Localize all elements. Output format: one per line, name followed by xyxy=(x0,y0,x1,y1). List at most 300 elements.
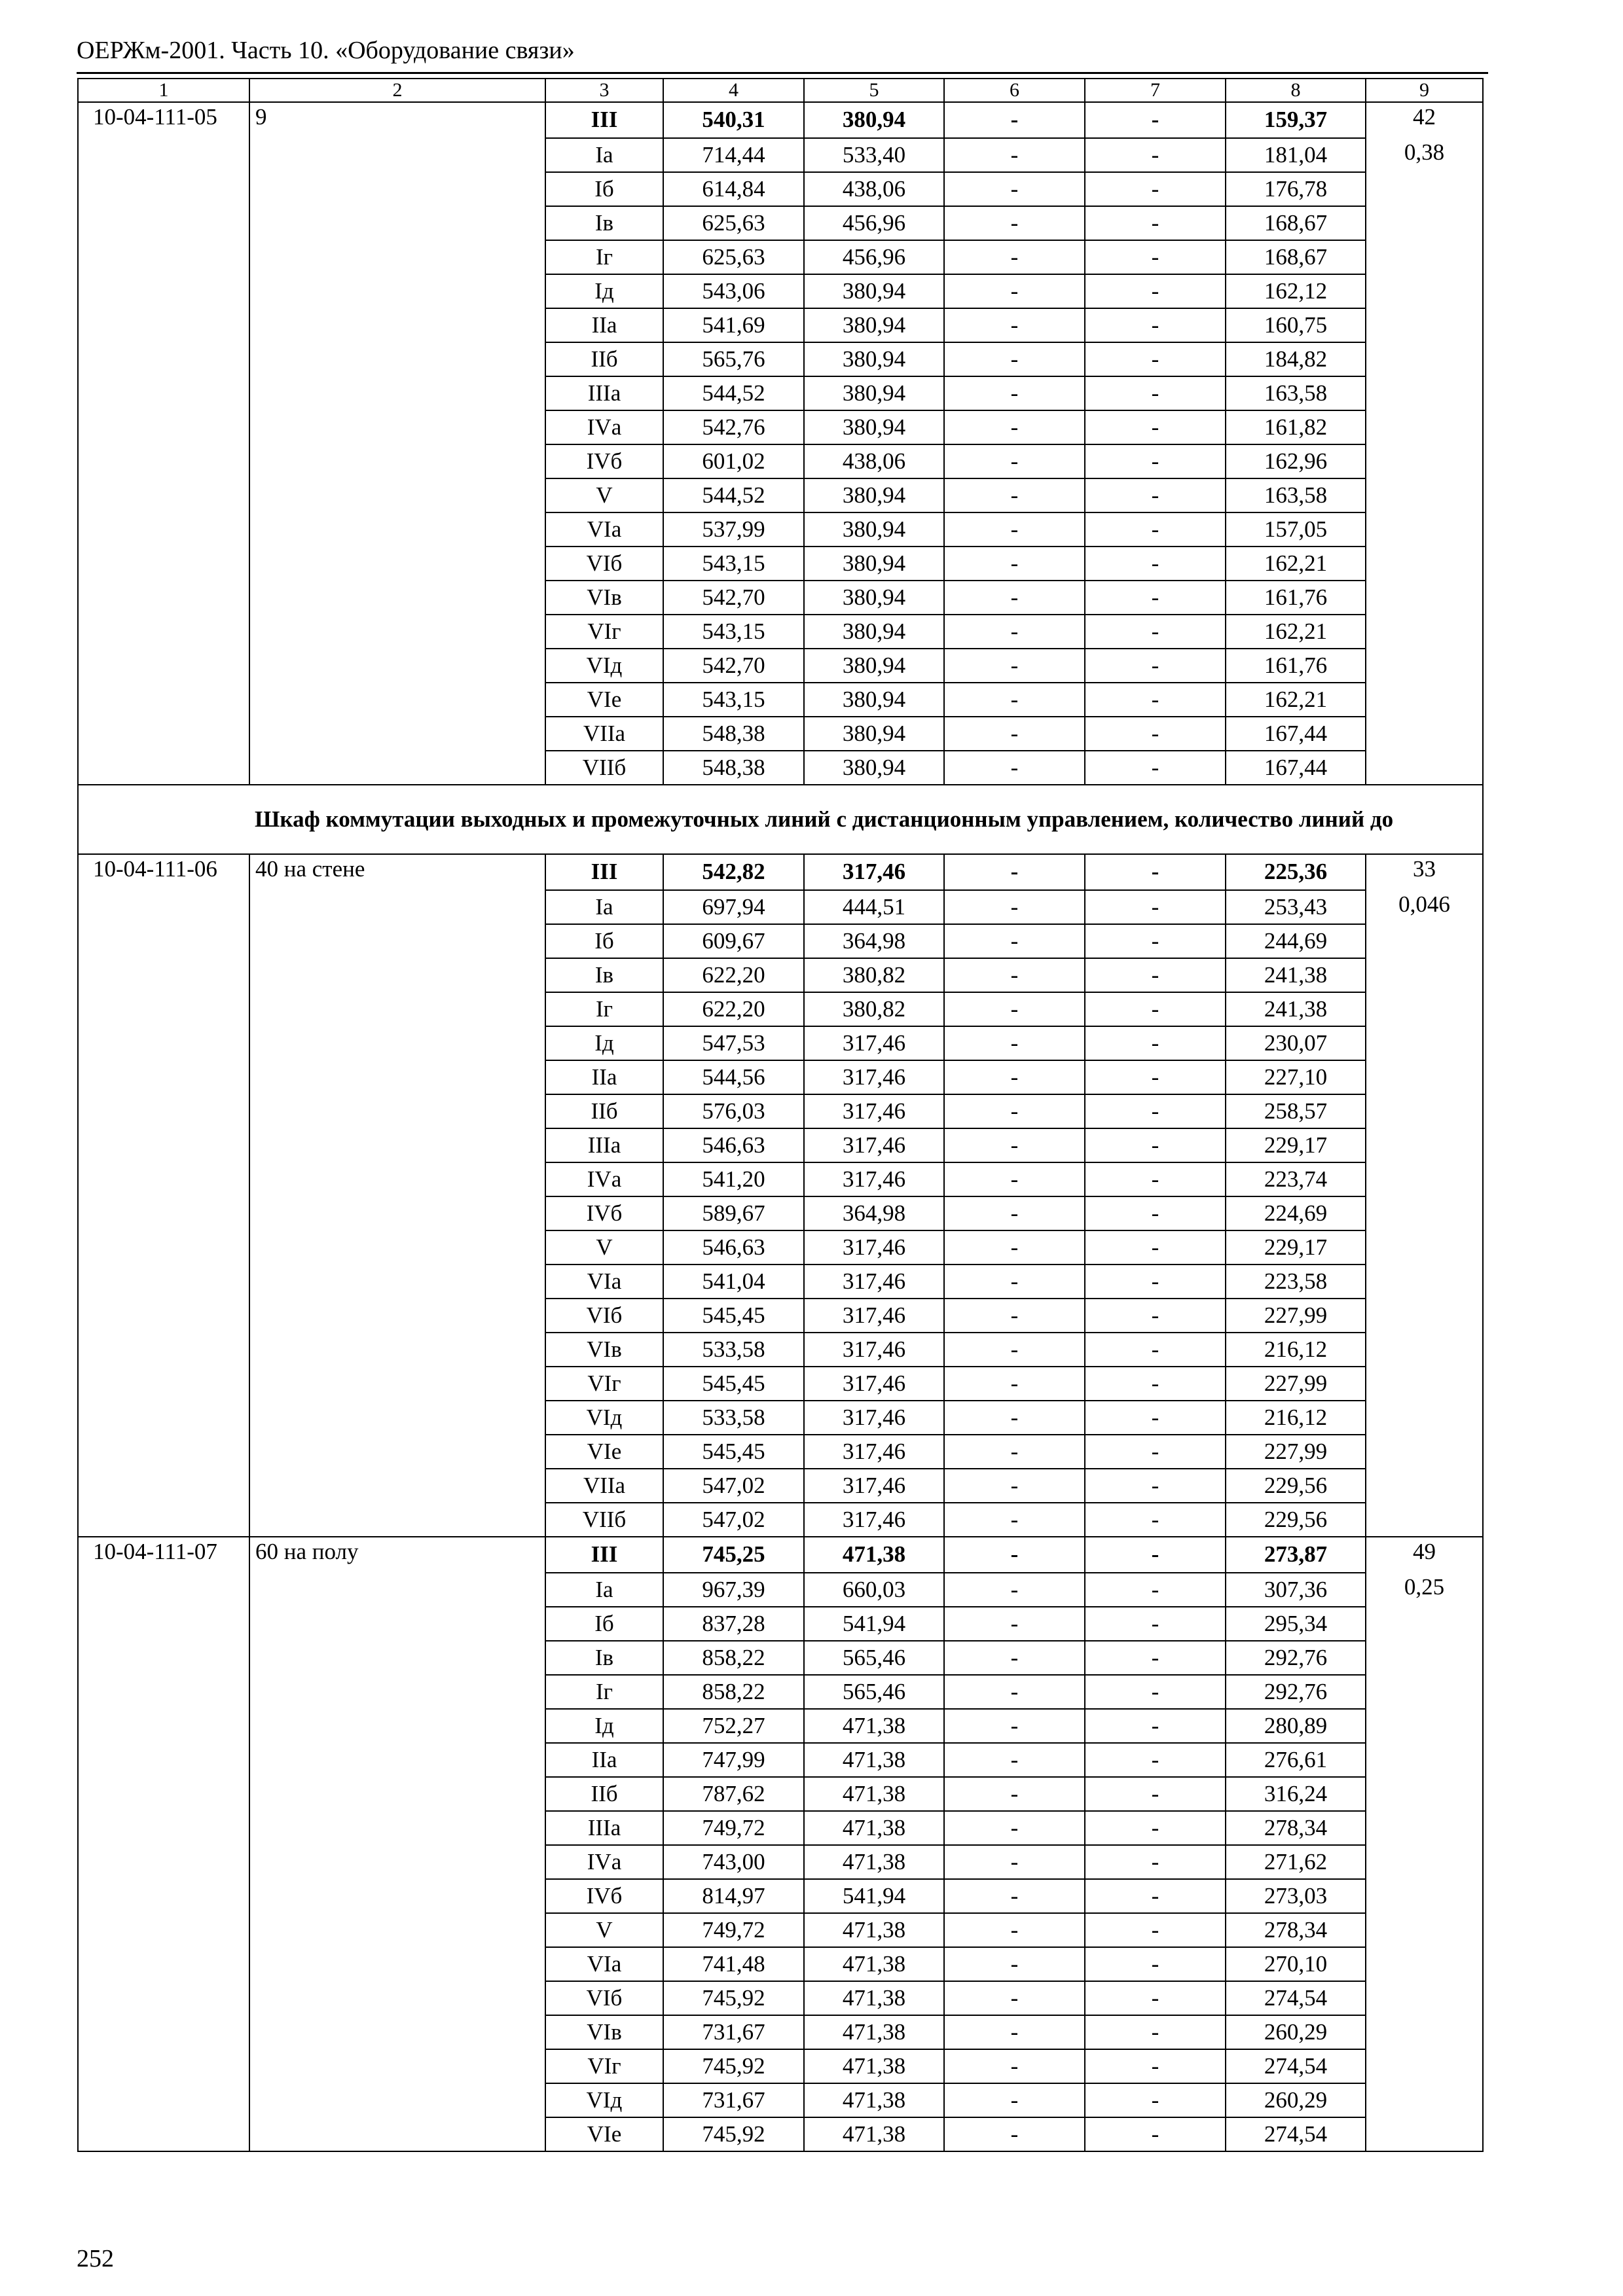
zone-cell: III xyxy=(545,1537,663,1573)
group-heading-spacer xyxy=(78,785,249,854)
value-cell: 380,94 xyxy=(804,274,944,308)
value-cell: - xyxy=(944,478,1085,512)
value-cell: - xyxy=(944,547,1085,581)
rate-code: 10-04-111-06 xyxy=(78,854,249,1537)
value-cell: 167,44 xyxy=(1226,751,1366,785)
zone-cell: VIб xyxy=(545,1299,663,1333)
value-cell: 270,10 xyxy=(1226,1947,1366,1981)
zone-cell: Iб xyxy=(545,172,663,206)
value-cell: 161,82 xyxy=(1226,410,1366,444)
zone-cell: VIе xyxy=(545,2117,663,2151)
value-cell: 543,15 xyxy=(663,683,804,717)
zone-cell: IIб xyxy=(545,1094,663,1128)
value-cell: 216,12 xyxy=(1226,1401,1366,1435)
value-cell: - xyxy=(1085,1879,1226,1913)
value-cell: - xyxy=(944,1607,1085,1641)
zone-cell: IVб xyxy=(545,1196,663,1230)
column-number: 1 xyxy=(78,79,249,102)
value-cell: 858,22 xyxy=(663,1641,804,1675)
rate-parameter: 9 xyxy=(249,102,545,785)
value-cell: - xyxy=(944,1265,1085,1299)
value-cell: 731,67 xyxy=(663,2015,804,2049)
value-cell: 471,38 xyxy=(804,1845,944,1879)
value-cell: - xyxy=(944,1913,1085,1947)
value-cell: 471,38 xyxy=(804,2083,944,2117)
zone-cell: Iв xyxy=(545,958,663,992)
value-cell: 545,45 xyxy=(663,1435,804,1469)
value-cell: 837,28 xyxy=(663,1607,804,1641)
value-cell: - xyxy=(1085,1333,1226,1367)
value-cell: - xyxy=(1085,410,1226,444)
value-cell: - xyxy=(1085,1811,1226,1845)
unit-value-cell: 0,38 xyxy=(1366,138,1483,785)
value-cell: 380,94 xyxy=(804,512,944,547)
value-cell: - xyxy=(944,1060,1085,1094)
value-cell: - xyxy=(944,1675,1085,1709)
zone-cell: IVа xyxy=(545,1162,663,1196)
value-cell: 364,98 xyxy=(804,924,944,958)
zone-cell: VIв xyxy=(545,581,663,615)
value-cell: 749,72 xyxy=(663,1811,804,1845)
value-cell: - xyxy=(944,1981,1085,2015)
value-cell: 227,10 xyxy=(1226,1060,1366,1094)
page-number: 252 xyxy=(77,2245,114,2272)
value-cell: 280,89 xyxy=(1226,1709,1366,1743)
value-cell: 273,03 xyxy=(1226,1879,1366,1913)
value-cell: - xyxy=(944,102,1085,138)
zone-cell: IIIа xyxy=(545,1811,663,1845)
value-cell: 546,63 xyxy=(663,1230,804,1265)
value-cell: - xyxy=(944,615,1085,649)
value-cell: 184,82 xyxy=(1226,342,1366,376)
value-cell: 471,38 xyxy=(804,1811,944,1845)
value-cell: 542,82 xyxy=(663,854,804,890)
value-cell: 541,94 xyxy=(804,1879,944,1913)
value-cell: 625,63 xyxy=(663,206,804,240)
value-cell: 278,34 xyxy=(1226,1811,1366,1845)
value-cell: 168,67 xyxy=(1226,240,1366,274)
zone-cell: VIа xyxy=(545,1265,663,1299)
value-cell: 229,17 xyxy=(1226,1230,1366,1265)
value-cell: 292,76 xyxy=(1226,1641,1366,1675)
value-cell: - xyxy=(1085,1094,1226,1128)
value-cell: 731,67 xyxy=(663,2083,804,2117)
value-cell: 533,58 xyxy=(663,1401,804,1435)
value-cell: 545,45 xyxy=(663,1299,804,1333)
column-number: 4 xyxy=(663,79,804,102)
value-cell: 544,56 xyxy=(663,1060,804,1094)
value-cell: - xyxy=(1085,2083,1226,2117)
value-cell: - xyxy=(1085,376,1226,410)
column-number: 6 xyxy=(944,79,1085,102)
value-cell: 274,54 xyxy=(1226,1981,1366,2015)
value-cell: 317,46 xyxy=(804,1128,944,1162)
value-cell: - xyxy=(944,1401,1085,1435)
zone-cell: IIа xyxy=(545,1743,663,1777)
value-cell: 317,46 xyxy=(804,854,944,890)
value-cell: - xyxy=(1085,206,1226,240)
value-cell: - xyxy=(1085,1299,1226,1333)
zone-cell: Iд xyxy=(545,274,663,308)
value-cell: 541,04 xyxy=(663,1265,804,1299)
value-cell: - xyxy=(1085,1435,1226,1469)
zone-cell: VIд xyxy=(545,1401,663,1435)
value-cell: - xyxy=(944,444,1085,478)
value-cell: 544,52 xyxy=(663,376,804,410)
value-cell: 162,12 xyxy=(1226,274,1366,308)
value-cell: - xyxy=(1085,1265,1226,1299)
rate-code: 10-04-111-07 xyxy=(78,1537,249,2151)
value-cell: - xyxy=(944,1196,1085,1230)
rate-parameter: 60 на полу xyxy=(249,1537,545,2151)
value-cell: 541,20 xyxy=(663,1162,804,1196)
value-cell: 167,44 xyxy=(1226,717,1366,751)
value-cell: - xyxy=(944,854,1085,890)
value-cell: - xyxy=(1085,1367,1226,1401)
value-cell: 542,76 xyxy=(663,410,804,444)
value-cell: 548,38 xyxy=(663,751,804,785)
value-cell: 316,24 xyxy=(1226,1777,1366,1811)
rate-code: 10-04-111-05 xyxy=(78,102,249,785)
unit-value-cell: 0,046 xyxy=(1366,890,1483,1537)
table-row xyxy=(78,854,1483,890)
value-cell: 317,46 xyxy=(804,1060,944,1094)
value-cell: - xyxy=(1085,1709,1226,1743)
value-cell: 380,94 xyxy=(804,547,944,581)
value-cell: 181,04 xyxy=(1226,138,1366,172)
table-row xyxy=(78,102,1483,138)
value-cell: 317,46 xyxy=(804,1230,944,1265)
zone-cell: IVб xyxy=(545,444,663,478)
value-cell: - xyxy=(1085,342,1226,376)
value-cell: 317,46 xyxy=(804,1435,944,1469)
value-cell: 216,12 xyxy=(1226,1333,1366,1367)
header-rule xyxy=(77,72,1488,74)
value-cell: 660,03 xyxy=(804,1573,944,1607)
value-cell: - xyxy=(944,342,1085,376)
value-cell: 609,67 xyxy=(663,924,804,958)
zone-cell: V xyxy=(545,1913,663,1947)
value-cell: 273,87 xyxy=(1226,1537,1366,1573)
zone-cell: VIг xyxy=(545,2049,663,2083)
value-cell: 565,76 xyxy=(663,342,804,376)
value-cell: - xyxy=(1085,478,1226,512)
value-cell: - xyxy=(944,1947,1085,1981)
value-cell: - xyxy=(944,206,1085,240)
value-cell: 541,94 xyxy=(804,1607,944,1641)
zone-cell: IIб xyxy=(545,1777,663,1811)
value-cell: - xyxy=(944,1162,1085,1196)
column-number: 5 xyxy=(804,79,944,102)
zone-cell: VIIб xyxy=(545,1503,663,1537)
column-number: 8 xyxy=(1226,79,1366,102)
zone-cell: Iа xyxy=(545,1573,663,1607)
value-cell: 714,44 xyxy=(663,138,804,172)
value-cell: - xyxy=(944,410,1085,444)
zone-cell: III xyxy=(545,854,663,890)
value-cell: 227,99 xyxy=(1226,1435,1366,1469)
unit-value-cell: 0,25 xyxy=(1366,1573,1483,2151)
value-cell: - xyxy=(944,2015,1085,2049)
value-cell: 229,56 xyxy=(1226,1469,1366,1503)
value-cell: 471,38 xyxy=(804,1947,944,1981)
value-cell: 380,94 xyxy=(804,683,944,717)
value-cell: - xyxy=(1085,1913,1226,1947)
zone-cell: VIе xyxy=(545,683,663,717)
value-cell: - xyxy=(1085,2117,1226,2151)
zone-cell: Iг xyxy=(545,1675,663,1709)
value-cell: - xyxy=(944,1641,1085,1675)
value-cell: - xyxy=(944,1094,1085,1128)
zone-cell: IIIа xyxy=(545,1128,663,1162)
value-cell: - xyxy=(944,992,1085,1026)
value-cell: 317,46 xyxy=(804,1401,944,1435)
value-cell: - xyxy=(1085,308,1226,342)
value-cell: 565,46 xyxy=(804,1675,944,1709)
value-cell: - xyxy=(1085,1060,1226,1094)
value-cell: 547,02 xyxy=(663,1503,804,1537)
value-cell: 225,36 xyxy=(1226,854,1366,890)
value-cell: 260,29 xyxy=(1226,2015,1366,2049)
group-heading: Шкаф коммутации выходных и промежуточных линий с дистанционным управлением, количество линий до xyxy=(249,785,1483,854)
zone-cell: Iа xyxy=(545,138,663,172)
value-cell: 547,02 xyxy=(663,1469,804,1503)
value-cell: - xyxy=(1085,581,1226,615)
value-cell: - xyxy=(1085,924,1226,958)
table-body xyxy=(78,79,1483,2151)
zone-cell: Iг xyxy=(545,240,663,274)
value-cell: 745,92 xyxy=(663,1981,804,2015)
value-cell: 471,38 xyxy=(804,2015,944,2049)
group-heading-row xyxy=(78,785,1483,854)
value-cell: 380,94 xyxy=(804,478,944,512)
value-cell: - xyxy=(944,172,1085,206)
value-cell: - xyxy=(1085,958,1226,992)
value-cell: 317,46 xyxy=(804,1265,944,1299)
value-cell: - xyxy=(944,2117,1085,2151)
value-cell: - xyxy=(1085,1947,1226,1981)
value-cell: - xyxy=(1085,1026,1226,1060)
value-cell: 162,21 xyxy=(1226,615,1366,649)
zone-cell: IIб xyxy=(545,342,663,376)
column-number: 3 xyxy=(545,79,663,102)
zone-cell: VIа xyxy=(545,1947,663,1981)
value-cell: 276,61 xyxy=(1226,1743,1366,1777)
value-cell: 745,92 xyxy=(663,2049,804,2083)
value-cell: - xyxy=(1085,1537,1226,1573)
value-cell: 162,21 xyxy=(1226,683,1366,717)
value-cell: 471,38 xyxy=(804,2049,944,2083)
value-cell: 317,46 xyxy=(804,1299,944,1333)
value-cell: 542,70 xyxy=(663,649,804,683)
value-cell: 162,21 xyxy=(1226,547,1366,581)
zone-cell: IVб xyxy=(545,1879,663,1913)
zone-cell: VIд xyxy=(545,2083,663,2117)
value-cell: - xyxy=(944,1743,1085,1777)
value-cell: 456,96 xyxy=(804,240,944,274)
value-cell: - xyxy=(944,1128,1085,1162)
value-cell: 364,98 xyxy=(804,1196,944,1230)
value-cell: 601,02 xyxy=(663,444,804,478)
zone-cell: Iб xyxy=(545,924,663,958)
value-cell: - xyxy=(1085,240,1226,274)
value-cell: - xyxy=(944,717,1085,751)
value-cell: - xyxy=(944,1435,1085,1469)
zone-cell: V xyxy=(545,1230,663,1265)
zone-cell: VIа xyxy=(545,512,663,547)
value-cell: 533,58 xyxy=(663,1333,804,1367)
value-cell: 274,54 xyxy=(1226,2049,1366,2083)
value-cell: - xyxy=(1085,1607,1226,1641)
value-cell: 565,46 xyxy=(804,1641,944,1675)
zone-cell: IIIа xyxy=(545,376,663,410)
value-cell: 380,94 xyxy=(804,376,944,410)
value-cell: - xyxy=(944,1879,1085,1913)
value-cell: 471,38 xyxy=(804,1913,944,1947)
value-cell: 317,46 xyxy=(804,1469,944,1503)
value-cell: - xyxy=(1085,274,1226,308)
value-cell: 229,17 xyxy=(1226,1128,1366,1162)
value-cell: - xyxy=(1085,138,1226,172)
value-cell: - xyxy=(1085,1777,1226,1811)
value-cell: 258,57 xyxy=(1226,1094,1366,1128)
value-cell: - xyxy=(944,240,1085,274)
page-header: ОЕРЖм-2001. Часть 10. «Оборудование связи» xyxy=(77,37,575,64)
value-cell: - xyxy=(1085,1675,1226,1709)
value-cell: 814,97 xyxy=(663,1879,804,1913)
value-cell: 317,46 xyxy=(804,1367,944,1401)
zone-cell: VIб xyxy=(545,547,663,581)
value-cell: - xyxy=(1085,2049,1226,2083)
value-cell: 317,46 xyxy=(804,1026,944,1060)
value-cell: - xyxy=(944,1230,1085,1265)
value-cell: 380,94 xyxy=(804,342,944,376)
zone-cell: VIб xyxy=(545,1981,663,2015)
value-cell: - xyxy=(944,1367,1085,1401)
value-cell: - xyxy=(944,1537,1085,1573)
zone-cell: Iд xyxy=(545,1709,663,1743)
value-cell: 444,51 xyxy=(804,890,944,924)
zone-cell: VIг xyxy=(545,615,663,649)
value-cell: - xyxy=(944,683,1085,717)
value-cell: 161,76 xyxy=(1226,649,1366,683)
zone-cell: IIа xyxy=(545,1060,663,1094)
value-cell: - xyxy=(1085,2015,1226,2049)
unit-value-cell: 42 xyxy=(1366,102,1483,138)
value-cell: - xyxy=(1085,683,1226,717)
value-cell: - xyxy=(944,308,1085,342)
value-cell: 244,69 xyxy=(1226,924,1366,958)
value-cell: 741,48 xyxy=(663,1947,804,1981)
value-cell: 317,46 xyxy=(804,1333,944,1367)
value-cell: 168,67 xyxy=(1226,206,1366,240)
value-cell: 227,99 xyxy=(1226,1299,1366,1333)
column-number-row xyxy=(78,79,1483,102)
value-cell: 380,94 xyxy=(804,308,944,342)
value-cell: - xyxy=(1085,1641,1226,1675)
unit-value-cell: 49 xyxy=(1366,1537,1483,1573)
zone-cell: VIе xyxy=(545,1435,663,1469)
value-cell: 292,76 xyxy=(1226,1675,1366,1709)
value-cell: 380,94 xyxy=(804,751,944,785)
value-cell: 743,00 xyxy=(663,1845,804,1879)
value-cell: 307,36 xyxy=(1226,1573,1366,1607)
value-cell: 317,46 xyxy=(804,1094,944,1128)
value-cell: - xyxy=(1085,717,1226,751)
value-cell: 380,82 xyxy=(804,992,944,1026)
value-cell: 227,99 xyxy=(1226,1367,1366,1401)
value-cell: 223,74 xyxy=(1226,1162,1366,1196)
value-cell: 548,38 xyxy=(663,717,804,751)
value-cell: 546,63 xyxy=(663,1128,804,1162)
zone-cell: VIIа xyxy=(545,717,663,751)
value-cell: 160,75 xyxy=(1226,308,1366,342)
value-cell: 317,46 xyxy=(804,1162,944,1196)
value-cell: - xyxy=(944,274,1085,308)
value-cell: - xyxy=(944,376,1085,410)
value-cell: 589,67 xyxy=(663,1196,804,1230)
price-table xyxy=(77,78,1484,2152)
value-cell: 260,29 xyxy=(1226,2083,1366,2117)
value-cell: - xyxy=(1085,649,1226,683)
value-cell: 749,72 xyxy=(663,1913,804,1947)
value-cell: 471,38 xyxy=(804,1777,944,1811)
value-cell: 380,94 xyxy=(804,410,944,444)
value-cell: - xyxy=(944,751,1085,785)
value-cell: 471,38 xyxy=(804,1981,944,2015)
value-cell: - xyxy=(1085,444,1226,478)
value-cell: 543,15 xyxy=(663,547,804,581)
value-cell: 471,38 xyxy=(804,1537,944,1573)
value-cell: 745,25 xyxy=(663,1537,804,1573)
zone-cell: IVа xyxy=(545,410,663,444)
zone-cell: Iв xyxy=(545,1641,663,1675)
value-cell: 543,15 xyxy=(663,615,804,649)
zone-cell: IIа xyxy=(545,308,663,342)
value-cell: 858,22 xyxy=(663,1675,804,1709)
value-cell: - xyxy=(944,924,1085,958)
rate-parameter: 40 на стене xyxy=(249,854,545,1537)
value-cell: - xyxy=(1085,547,1226,581)
value-cell: 625,63 xyxy=(663,240,804,274)
value-cell: 745,92 xyxy=(663,2117,804,2151)
zone-cell: Iа xyxy=(545,890,663,924)
zone-cell: III xyxy=(545,102,663,138)
value-cell: - xyxy=(944,2083,1085,2117)
value-cell: 747,99 xyxy=(663,1743,804,1777)
value-cell: 223,58 xyxy=(1226,1265,1366,1299)
value-cell: 271,62 xyxy=(1226,1845,1366,1879)
value-cell: 471,38 xyxy=(804,1709,944,1743)
value-cell: 380,82 xyxy=(804,958,944,992)
value-cell: 533,40 xyxy=(804,138,944,172)
value-cell: - xyxy=(944,1811,1085,1845)
value-cell: 456,96 xyxy=(804,206,944,240)
value-cell: 547,53 xyxy=(663,1026,804,1060)
value-cell: - xyxy=(1085,1573,1226,1607)
value-cell: - xyxy=(944,1469,1085,1503)
zone-cell: Iд xyxy=(545,1026,663,1060)
value-cell: 380,94 xyxy=(804,717,944,751)
unit-value-cell: 33 xyxy=(1366,854,1483,890)
value-cell: 697,94 xyxy=(663,890,804,924)
value-cell: - xyxy=(944,1777,1085,1811)
value-cell: 544,52 xyxy=(663,478,804,512)
value-cell: 542,70 xyxy=(663,581,804,615)
value-cell: - xyxy=(1085,1845,1226,1879)
value-cell: - xyxy=(1085,1743,1226,1777)
zone-cell: Iб xyxy=(545,1607,663,1641)
